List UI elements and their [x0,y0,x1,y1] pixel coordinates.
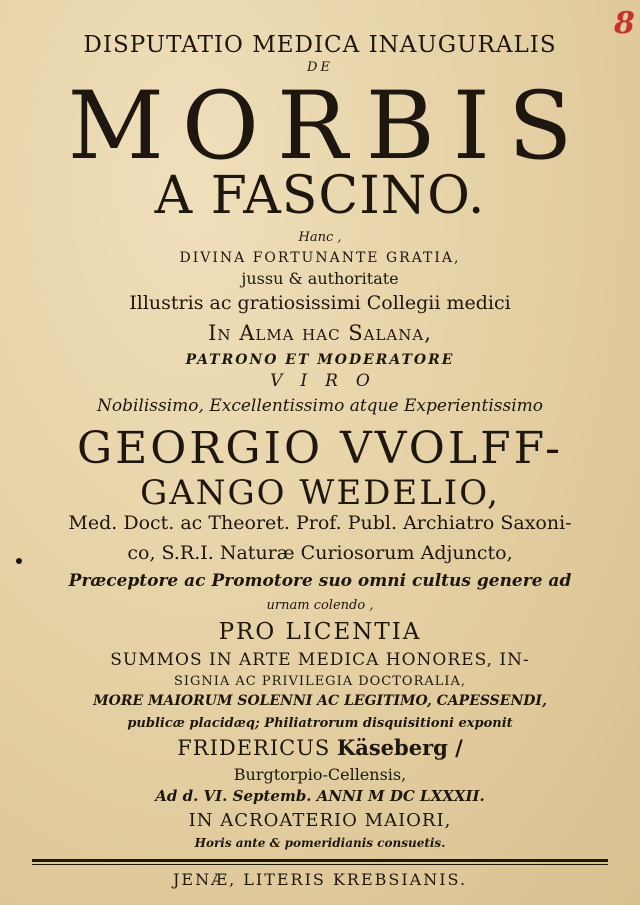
pro-licentia-line: PRO LICENTIA [218,619,422,645]
acroaterio-line: IN ACROATERIO MAIORI, [188,810,452,831]
main-title-morbis: MORBIS [67,72,591,181]
handwritten-page-number: 8 [614,6,635,41]
hanc-word: Hanc , [298,230,342,245]
collegii-line: Illustris ac gratiosissimi Collegii medici [129,292,511,314]
summos-line: SUMMOS IN ARTE MEDICA HONORES, IN- [110,650,530,670]
publicae-line: publicæ placidæq; Philiatrorum disquisitioni exponit [127,716,513,731]
insignia-line: SIGNIA AC PRIVILEGIA DOCTORALIA, [173,674,467,689]
jussu-line: jussu & authoritate [241,269,399,288]
more-maiorum-line: MORE MAIORUM SOLENNI AC LEGITIMO, CAPESSENDI, [93,693,547,709]
horis-line: Horis ante & pomeridianis consuetis. [194,836,446,850]
burgtorpio-line: Burgtorpio-Cellensis, [233,765,407,784]
praeceptore-line: Præceptore ac Promotore suo omni cultus genere ad [68,571,572,591]
titles-line-1: Med. Doct. ac Theoret. Prof. Publ. Archiatro Saxoni- [68,512,572,534]
titles-line-2: co, S.R.I. Naturæ Curiosorum Adjuncto, [127,542,513,564]
imprint-line: JENÆ, LITERIS KREBSIANIS. [172,870,468,889]
respondent-given-name: FRIDERICUS [177,736,331,760]
respondent-line [0,737,640,759]
respondent-surname: Käseberg / [336,735,463,760]
wedel-name-line-1: GEORGIO VVOLFF- [76,423,564,474]
double-rule-divider [32,859,608,865]
viro-line: VIRO [270,371,388,391]
patrono-line: PATRONO ET MODERATORE [185,352,455,368]
salana-line: In Alma hac Salana, [208,321,432,345]
nobilissimo-line: Nobilissimo, Excellentissimo atque Experientissimo [96,396,543,416]
disputation-heading: DISPUTATIO MEDICA INAUGURALIS [83,32,557,58]
urnam-line: urnam colendo , [266,598,374,613]
main-title-a-fascino: A FASCINO. [154,166,486,226]
divina-line: DIVINA FORTUNANTE GRATIA, [179,250,461,266]
ink-speck-decoration [14,556,24,566]
de-word: DE [307,60,333,75]
date-line: Ad d. VI. Septemb. ANNI M DC LXXXII. [155,787,485,805]
wedel-name-line-2: GANGO WEDELIO, [140,473,500,513]
